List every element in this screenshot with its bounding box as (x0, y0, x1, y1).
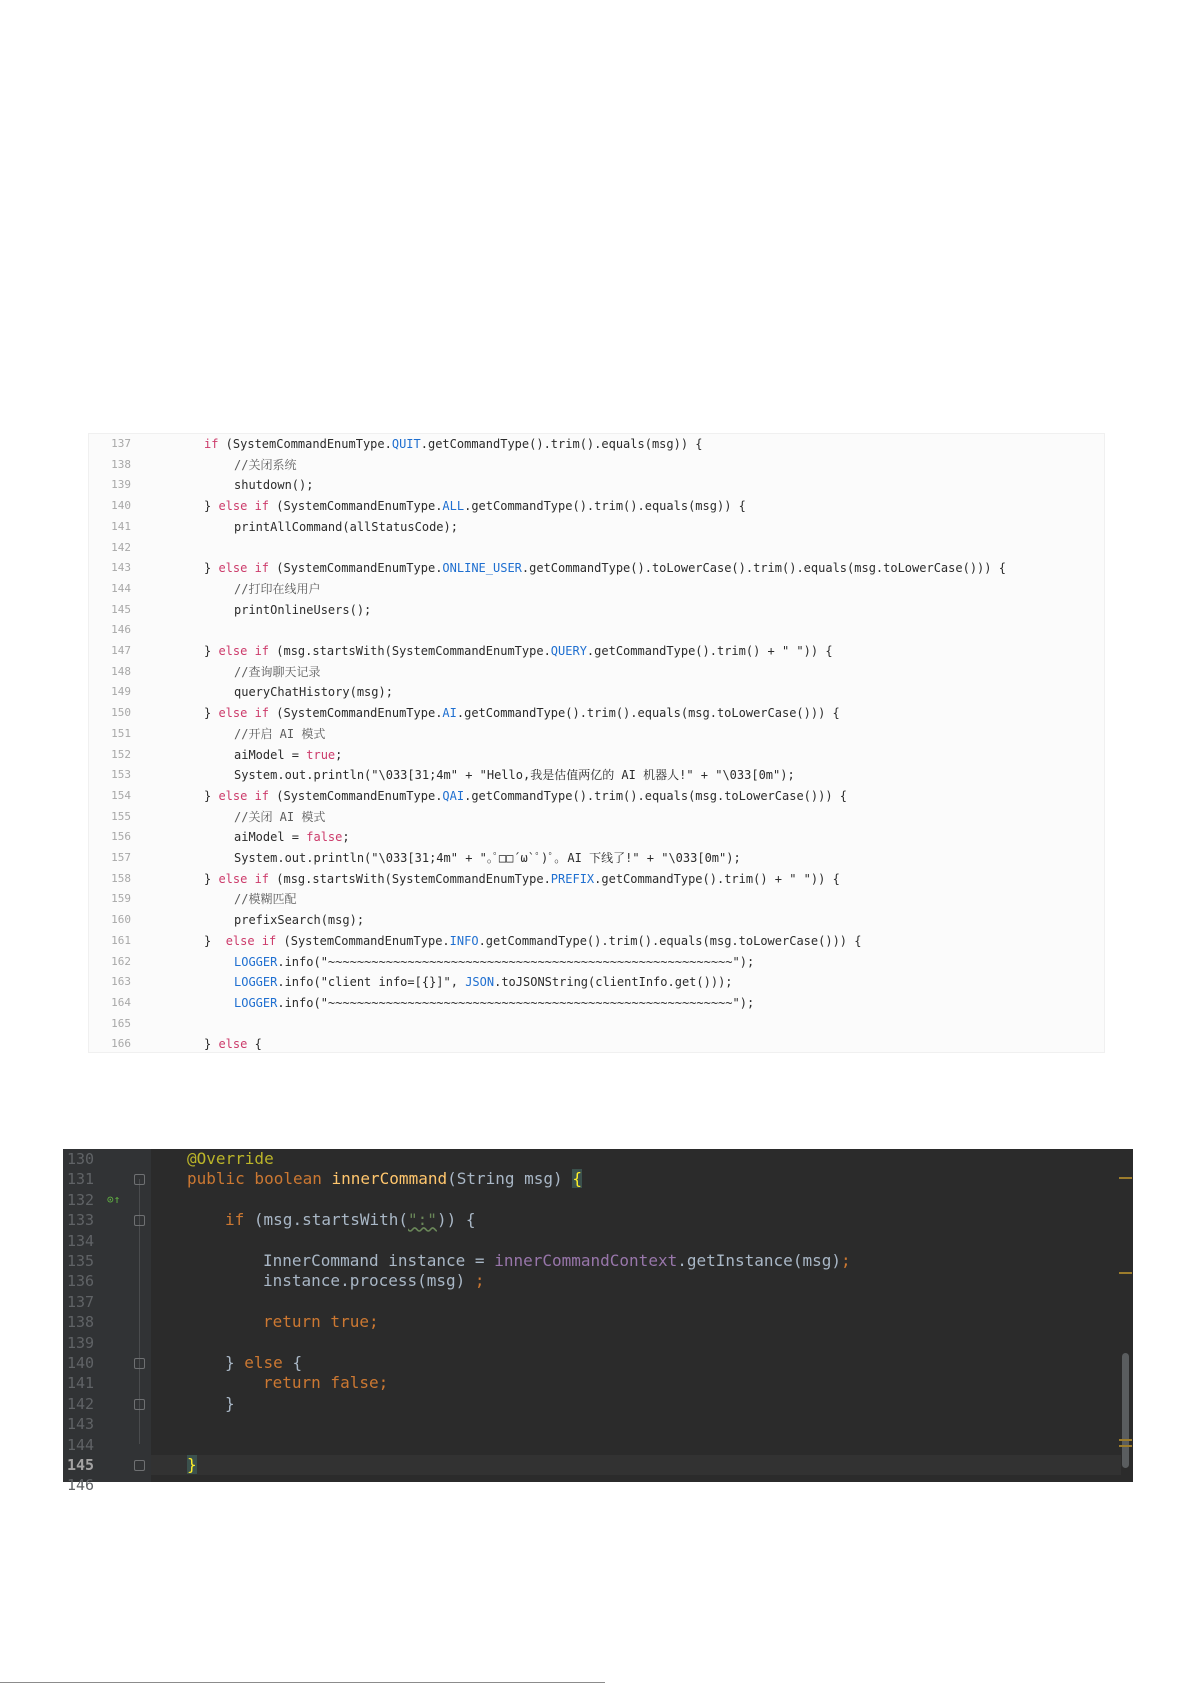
code-text (234, 579, 320, 600)
line-number: 160 (111, 913, 131, 927)
code-text (204, 641, 833, 662)
code-token: ":" (408, 1210, 437, 1230)
code-line (89, 475, 1104, 496)
code-line (89, 496, 1104, 517)
line-number: 153 (111, 768, 131, 782)
override-method-icon[interactable]: ⊙↑ (107, 1193, 121, 1206)
code-token: ONLINE_USER (442, 561, 522, 576)
code-line (63, 1414, 1133, 1434)
line-number: 166 (111, 1037, 131, 1051)
code-token: ; (840, 1251, 851, 1270)
code-token: System.out.println("\033[31;4m" + "Hello,我是估值两亿的 AI 机器人!" + "\033[0m"); (234, 768, 795, 783)
code-text (204, 786, 847, 807)
fold-toggle-icon[interactable] (134, 1358, 145, 1369)
line-number: 143 (111, 561, 131, 575)
code-token: innerCommandContext (494, 1251, 678, 1270)
code-text (187, 1149, 274, 1169)
line-number: 141 (111, 519, 131, 533)
code-token: (msg.startsWith( (253, 1210, 409, 1230)
fold-toggle-icon[interactable] (134, 1399, 145, 1410)
code-token: (SystemCommandEnumType. (269, 561, 443, 576)
code-token: } (204, 1037, 219, 1052)
line-number: 141 (67, 1374, 95, 1393)
code-text (234, 662, 320, 683)
code-text (234, 910, 364, 931)
code-line (63, 1333, 1133, 1353)
code-line (63, 1190, 1133, 1210)
code-token: ; (474, 1271, 485, 1291)
line-number: 163 (111, 975, 131, 989)
code-line (63, 1271, 1133, 1291)
code-token: InnerCommand instance = (263, 1251, 495, 1270)
code-text (204, 869, 840, 890)
code-text (234, 993, 754, 1014)
code-token: //关闭系统 (234, 457, 297, 472)
code-token: } (204, 871, 219, 886)
code-token: .toJSONString(clientInfo.get())); (494, 975, 733, 990)
code-token: printOnlineUsers(); (234, 602, 372, 617)
code-token: else if (225, 933, 277, 948)
line-number: 156 (111, 830, 131, 844)
code-token: //关闭 AI 模式 (234, 809, 326, 824)
line-number: 159 (111, 892, 131, 906)
code-token: else if (218, 644, 270, 658)
code-text (187, 1169, 582, 1189)
code-text (234, 517, 458, 538)
footnote-rule (0, 1682, 605, 1683)
code-line (89, 600, 1104, 621)
code-token: ; (335, 747, 343, 762)
code-token: .getCommandType().trim() + " ")) { (586, 644, 833, 658)
code-line (89, 662, 1104, 683)
code-line (89, 910, 1104, 931)
code-line (89, 455, 1104, 476)
line-number: 146 (67, 1476, 95, 1495)
code-token: } (204, 933, 226, 948)
code-text (204, 703, 840, 724)
code-token: JSON (465, 975, 495, 990)
code-line (63, 1292, 1133, 1312)
line-number: 148 (111, 664, 131, 678)
code-token: .getCommandType().trim() + " ")) { (594, 871, 840, 886)
code-line (63, 1210, 1133, 1230)
code-token: if (204, 437, 219, 451)
code-text (234, 827, 350, 848)
code-token: (SystemCommandEnumType. (218, 437, 392, 451)
code-line (89, 1034, 1104, 1055)
code-token: } (225, 1393, 235, 1413)
code-text (234, 475, 313, 496)
code-token: shutdown(); (234, 478, 314, 493)
line-number: 130 (67, 1150, 95, 1168)
code-token: { (247, 1037, 262, 1052)
code-token: queryChatHistory(msg); (234, 685, 393, 700)
code-text (187, 1455, 197, 1475)
code-token: (SystemCommandEnumType. (276, 933, 450, 948)
code-token: LOGGER (234, 995, 278, 1010)
line-number: 133 (67, 1211, 95, 1230)
code-token: (SystemCommandEnumType. (269, 788, 443, 803)
code-token: else if (218, 561, 270, 576)
light-code-screenshot (88, 433, 1105, 1053)
code-token: { (292, 1353, 303, 1372)
code-token: (String msg) (447, 1169, 573, 1189)
code-text (234, 889, 296, 910)
fold-toggle-icon[interactable] (134, 1215, 145, 1226)
code-token: true (306, 747, 336, 762)
line-number: 145 (67, 1456, 95, 1474)
line-number: 147 (111, 644, 131, 657)
code-text (204, 558, 1006, 579)
line-number: 136 (67, 1272, 95, 1291)
code-line (89, 993, 1104, 1014)
code-line (89, 931, 1104, 952)
code-line (89, 889, 1104, 910)
code-line (89, 620, 1104, 641)
code-line (63, 1475, 1133, 1495)
code-token: return true; (263, 1312, 379, 1332)
code-token: INFO (449, 933, 479, 948)
code-token: aiModel = (234, 747, 307, 762)
line-number: 140 (111, 499, 131, 513)
code-line (63, 1394, 1133, 1414)
code-line (89, 745, 1104, 766)
line-number: 132 (67, 1190, 95, 1209)
code-token: LOGGER (234, 975, 278, 990)
code-token: } (204, 561, 219, 576)
code-token: .getCommandType().trim().equals(msg)) { (420, 437, 703, 451)
line-number: 139 (111, 478, 131, 492)
code-text (263, 1373, 388, 1393)
code-token: .getInstance(msg) (677, 1251, 841, 1270)
code-line (89, 682, 1104, 703)
code-token: LOGGER (234, 954, 278, 969)
line-number: 135 (67, 1252, 95, 1270)
code-token: prefixSearch(msg); (234, 913, 365, 928)
code-text (234, 455, 296, 476)
code-line (89, 869, 1104, 890)
code-line (89, 786, 1104, 807)
code-token: .getCommandType().trim().equals(msg.toLowerCase())) { (456, 706, 840, 721)
line-number: 155 (111, 809, 131, 823)
code-text (204, 434, 703, 455)
line-number: 157 (111, 851, 131, 864)
code-line (63, 1455, 1133, 1475)
code-token: (SystemCommandEnumType. (269, 499, 443, 514)
code-token: if (225, 1210, 254, 1230)
code-text (234, 848, 741, 869)
dark-ide-code-screenshot (63, 1149, 1133, 1495)
line-number: 152 (111, 747, 131, 761)
code-token: .getCommandType().trim().equals(msg.toLowerCase())) { (464, 788, 848, 803)
code-text (204, 931, 861, 952)
code-text (204, 496, 746, 517)
code-token: public boolean (187, 1169, 332, 1189)
code-line (89, 538, 1104, 559)
code-token: @Override (187, 1149, 274, 1168)
line-number: 137 (111, 437, 131, 450)
line-number: 151 (111, 726, 131, 740)
line-number: 154 (111, 788, 131, 802)
code-token: .getCommandType().toLowerCase().trim().equals(msg.toLowerCase())) { (521, 561, 1006, 576)
fold-toggle-icon[interactable] (134, 1174, 145, 1185)
line-number: 164 (111, 995, 131, 1009)
code-token: else if (218, 499, 270, 514)
line-number: 143 (67, 1415, 95, 1434)
code-token: else if (218, 706, 270, 721)
line-number: 162 (111, 954, 131, 968)
line-number: 138 (111, 457, 131, 471)
line-number: 150 (111, 706, 131, 720)
line-number: 144 (67, 1435, 95, 1454)
code-line (89, 1014, 1104, 1035)
code-token: false (306, 830, 343, 845)
code-line (63, 1169, 1133, 1189)
code-token: } (187, 1455, 197, 1474)
code-token: QAI (442, 788, 465, 803)
code-token: return false; (263, 1373, 389, 1393)
line-number: 138 (67, 1313, 95, 1332)
code-token: PREFIX (550, 871, 595, 886)
code-token: } (204, 644, 219, 658)
code-text (234, 807, 325, 828)
code-token: .info("~~~~~~~~~~~~~~~~~~~~~~~~~~~~~~~~~~~~~~~~~~~~~~~~~~~~~~~~"); (277, 954, 755, 969)
code-line (89, 579, 1104, 600)
code-token: aiModel = (234, 830, 307, 845)
line-number: 142 (67, 1394, 95, 1413)
code-text (234, 745, 342, 766)
code-text (234, 765, 795, 786)
code-token: else (218, 1037, 248, 1052)
line-number: 165 (111, 1016, 131, 1030)
code-line (89, 952, 1104, 973)
code-token: .info("~~~~~~~~~~~~~~~~~~~~~~~~~~~~~~~~~~~~~~~~~~~~~~~~~~~~~~~~"); (277, 995, 755, 1010)
code-text (234, 952, 754, 973)
code-line (89, 517, 1104, 538)
line-number: 140 (67, 1354, 95, 1372)
code-token: else if (218, 871, 270, 886)
code-text (204, 1034, 262, 1055)
code-token: printAllCommand(allStatusCode); (234, 519, 458, 534)
code-token: ; (342, 830, 350, 845)
line-number: 139 (67, 1333, 95, 1352)
code-token: } (204, 706, 219, 721)
code-token: QUERY (550, 644, 587, 658)
code-text (234, 600, 371, 621)
code-line (89, 972, 1104, 993)
code-token: (SystemCommandEnumType. (269, 706, 443, 721)
code-token: AI (442, 706, 457, 721)
code-token: (msg.startsWith(SystemCommandEnumType. (269, 871, 551, 886)
code-token: (msg.startsWith(SystemCommandEnumType. (269, 644, 551, 658)
code-line (89, 434, 1104, 455)
line-number: 161 (111, 933, 131, 947)
code-token: } (204, 499, 219, 514)
code-token: instance.process(msg) (263, 1271, 475, 1291)
code-line (63, 1373, 1133, 1393)
line-number: 131 (67, 1170, 95, 1189)
code-line (63, 1312, 1133, 1332)
line-number: 137 (67, 1292, 95, 1311)
code-text (225, 1210, 475, 1230)
code-token: QUIT (391, 437, 421, 451)
code-line (89, 807, 1104, 828)
fold-toggle-icon[interactable] (134, 1460, 145, 1471)
code-text (234, 972, 733, 993)
code-line (63, 1435, 1133, 1455)
code-token: //查询聊天记录 (234, 664, 321, 679)
code-line (89, 848, 1104, 869)
code-text (263, 1312, 379, 1332)
line-number: 144 (111, 581, 131, 595)
code-line (89, 765, 1104, 786)
code-text (234, 682, 393, 703)
code-token: ALL (442, 499, 465, 514)
code-token: System.out.println("\033[31;4m" + "｡ﾟ□□´ω`ﾟ)ﾟ｡ AI 下线了!" + "\033[0m"); (234, 851, 741, 865)
code-token: .getCommandType().trim().equals(msg)) { (464, 499, 746, 514)
line-number: 149 (111, 685, 131, 699)
code-token: } (204, 788, 219, 803)
line-number: 134 (67, 1231, 95, 1250)
code-token: { (572, 1169, 582, 1189)
code-token: //模糊匹配 (234, 892, 297, 907)
code-line (89, 558, 1104, 579)
code-token: //打印在线用户 (234, 581, 321, 596)
code-line (63, 1149, 1133, 1169)
code-token: //开启 AI 模式 (234, 726, 326, 741)
code-token: .getCommandType().trim().equals(msg.toLowerCase())) { (478, 933, 862, 948)
code-line (89, 827, 1104, 848)
code-text (225, 1394, 235, 1414)
code-token: innerCommand (331, 1169, 448, 1189)
code-text (234, 724, 325, 745)
code-token: } (225, 1353, 245, 1372)
code-token: )) { (436, 1210, 476, 1230)
line-number: 158 (111, 871, 131, 885)
code-line (63, 1251, 1133, 1271)
code-line (63, 1353, 1133, 1373)
code-line (89, 703, 1104, 724)
line-number: 142 (111, 540, 131, 554)
code-line (89, 724, 1104, 745)
line-number: 145 (111, 602, 131, 616)
code-text (225, 1353, 302, 1373)
code-line (63, 1231, 1133, 1251)
code-text (263, 1271, 485, 1291)
code-line (89, 641, 1104, 662)
code-token: .info("client info=[{}]", (277, 975, 466, 990)
code-token: else (244, 1353, 293, 1372)
code-token: else if (218, 788, 270, 803)
code-text (263, 1251, 851, 1271)
line-number: 146 (111, 623, 131, 637)
